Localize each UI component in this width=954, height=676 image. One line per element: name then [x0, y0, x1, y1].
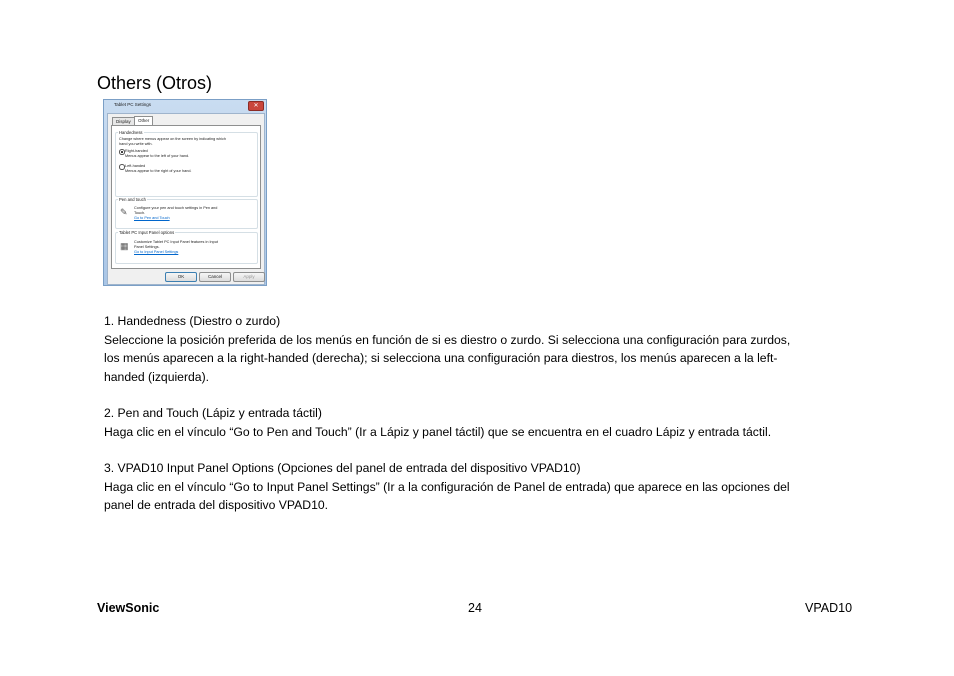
left-handed-desc: Menus appear to the right of your hand.	[125, 168, 192, 173]
handedness-group	[115, 132, 258, 197]
section-handedness	[104, 312, 846, 386]
right-handed-label: Right-handed	[125, 148, 148, 153]
tab-other: Other	[134, 116, 153, 126]
section-text-line: Haga clic en el vínculo “Go to Input Panel Settings” (Ir a la configuración de Panel de entrada) que aparece en las opciones del	[104, 479, 790, 494]
footer-model: VPAD10	[805, 601, 853, 615]
input-panel-icon: ▦	[120, 241, 129, 251]
dialog-titlebar	[104, 100, 266, 112]
section-text-line: Haga clic en el vínculo “Go to Pen and Touch” (Ir a Lápiz y panel táctil) que se encuentra en el cuadro Lápiz y entrada táctil.	[104, 424, 772, 439]
section-text-line: Seleccione la posición preferida de los menús en función de si es diestro o zurdo. Si selecciona una configuración para zurdos,	[104, 332, 791, 347]
input-panel-group	[115, 232, 258, 264]
right-handed-radio	[119, 149, 125, 155]
right-handed-desc: Menus appear to the left of your hand.	[125, 153, 190, 158]
pen-touch-desc-line: Configure your pen and touch settings in Pen and	[134, 206, 218, 210]
section-text-line: handed (izquierda).	[104, 369, 210, 384]
tab-panel-other	[111, 125, 261, 269]
section-title: 1. Handedness (Diestro o zurdo)	[104, 314, 281, 328]
handedness-group-title: Handedness	[119, 130, 143, 135]
handedness-desc-line: hand you write with.	[119, 141, 153, 146]
pen-touch-desc-line: Touch.	[134, 210, 146, 215]
pen-icon: ✎	[120, 207, 128, 217]
section-input-panel	[104, 459, 846, 515]
go-to-pen-touch-link: Go to Pen and Touch	[134, 216, 170, 220]
tab-display: Display	[112, 117, 135, 126]
close-icon: ✕	[248, 101, 264, 111]
ok-button: OK	[165, 272, 197, 282]
section-text-line: panel de entrada del dispositivo VPAD10.	[104, 498, 329, 512]
footer-page-number: 24	[468, 601, 482, 615]
dialog-title: Tablet PC Settings	[114, 102, 152, 107]
cancel-button: Cancel	[199, 272, 231, 282]
left-handed-radio	[119, 164, 125, 170]
handedness-desc-line: Change where menus appear on the screen by indicating which	[119, 137, 227, 141]
footer-brand: ViewSonic	[97, 601, 160, 615]
section-heading: Others (Otros)	[97, 73, 213, 93]
input-panel-desc-line: Customize Tablet PC Input Panel features in Input	[134, 240, 218, 244]
input-panel-desc-line: Panel Settings.	[134, 244, 160, 249]
dialog-client	[107, 113, 265, 285]
pen-touch-group-title: Pen and touch	[119, 197, 147, 202]
left-handed-label: Left-handed	[125, 163, 146, 168]
section-title: 2. Pen and Touch (Lápiz y entrada táctil)	[104, 406, 322, 420]
tablet-pc-settings-screenshot	[103, 99, 267, 286]
section-pen-touch	[104, 404, 846, 441]
section-title: 3. VPAD10 Input Panel Options (Opciones del panel de entrada del dispositivo VPAD10)	[104, 461, 581, 475]
go-to-input-panel-link: Go to Input Panel Settings	[134, 250, 179, 254]
apply-button: Apply	[233, 272, 265, 282]
pen-touch-group	[115, 199, 258, 229]
input-panel-group-title: Tablet PC Input Panel options	[119, 230, 175, 235]
section-text-line: los menús aparecen a la right-handed (derecha); si selecciona una configuración para diestros, los menús aparecen a la left-	[104, 351, 778, 365]
